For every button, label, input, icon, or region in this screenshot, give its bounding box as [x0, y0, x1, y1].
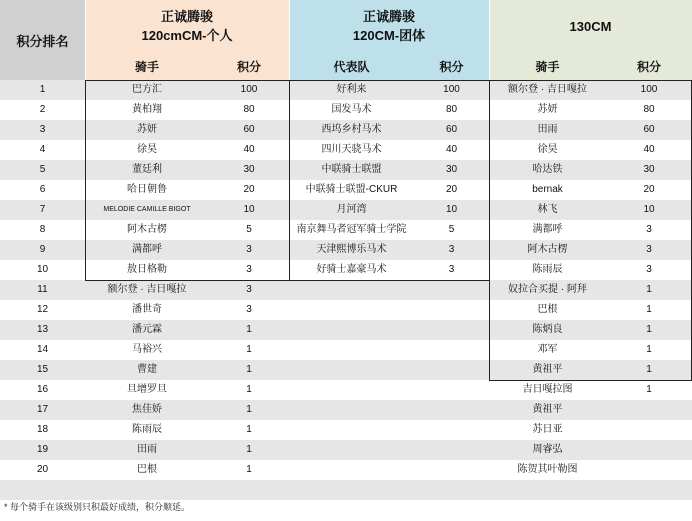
rank-cell: 2: [39, 104, 46, 115]
rank-cell: 9: [39, 244, 46, 255]
g2-points-cell: [414, 400, 489, 420]
group3-header: 130CM: [489, 0, 692, 52]
g2-points-cell: [414, 380, 489, 400]
rank-cell: 14: [36, 344, 49, 355]
group1-name-col-header: 骑手: [85, 52, 209, 80]
g3-points-cell: 40: [643, 144, 655, 155]
table-row: [0, 200, 692, 220]
g3-rider-cell: 林飞: [537, 204, 558, 215]
g1-rider-cell: 陈雨辰: [132, 424, 162, 435]
rank-cell: 3: [39, 124, 46, 135]
rank-cell: 6: [39, 184, 46, 195]
g3-points-cell: 1: [646, 364, 652, 375]
g3-points-cell: 80: [643, 104, 655, 115]
table-row: [0, 240, 692, 260]
header-divider: [289, 0, 290, 80]
g3-rider-cell: 徐昊: [537, 144, 558, 155]
g1-points-cell: 1: [246, 384, 252, 395]
g1-points-cell: 1: [246, 444, 252, 455]
g2-team-cell: 好骑士嘉豪马术: [316, 264, 387, 275]
g2-team-cell: [289, 440, 414, 460]
group2-header: [289, 0, 489, 52]
table-row: [0, 420, 692, 440]
g3-points-cell: 3: [646, 264, 652, 275]
g1-rider-cell: 曹建: [137, 364, 157, 375]
g2-points-cell: 60: [445, 124, 458, 135]
group3-name-col-header: 骑手: [489, 52, 606, 80]
g1-points-cell: 1: [246, 464, 252, 475]
g2-team-cell: [289, 300, 414, 320]
g2-points-cell: [414, 420, 489, 440]
g2-team-cell: 天津熙博乐马术: [316, 244, 387, 255]
g3-rider-cell: 陈贺其叶勒图: [517, 464, 578, 475]
g3-rider-cell: 陈炳良: [532, 324, 563, 335]
g2-points-cell: 10: [445, 204, 458, 215]
g1-rider-cell: 苏妍: [137, 124, 157, 135]
table-row: [0, 380, 692, 400]
g2-points-cell: 20: [445, 184, 458, 195]
footnote: * 每个骑手在该级别只积最好成绩，积分顺延。: [4, 502, 191, 512]
table-row: [0, 360, 692, 380]
g2-team-cell: 南京舞马者冠军骑士学院: [296, 224, 407, 235]
g1-rider-cell: 哈日朝鲁: [127, 184, 167, 195]
g3-points-cell: 1: [646, 344, 652, 355]
blank-row: [0, 480, 692, 500]
rank-cell: 1: [39, 84, 46, 95]
rank-cell: 12: [36, 304, 49, 315]
g3-points-cell: 10: [643, 204, 655, 215]
table-row: [0, 300, 692, 320]
g2-team-cell: [289, 460, 414, 480]
g1-rider-cell: 徐昊: [137, 144, 157, 155]
g2-points-cell: [414, 340, 489, 360]
g1-points-cell: 5: [246, 224, 252, 235]
g2-points-cell: [414, 460, 489, 480]
g2-points-cell: 30: [445, 164, 458, 175]
g3-rider-cell: 苏妍: [537, 104, 558, 115]
g1-rider-cell: 田雨: [137, 444, 157, 455]
g1-points-cell: 1: [246, 344, 252, 355]
g1-points-cell: 3: [246, 304, 252, 315]
g2-points-cell: [414, 320, 489, 340]
table-row: [0, 100, 692, 120]
g1-points-cell: 3: [246, 244, 252, 255]
rank-cell: 7: [39, 204, 46, 215]
group1-points-col-header: 积分: [209, 52, 289, 80]
table-row: [0, 400, 692, 420]
g1-rider-cell: 焦佳娇: [132, 404, 162, 415]
group2-header-line1: 正诚腾骏: [362, 9, 415, 24]
g1-rider-cell: 巴根: [137, 464, 157, 475]
g3-points-cell: [606, 400, 692, 420]
rank-cell: 8: [39, 224, 46, 235]
g1-points-cell: 3: [246, 284, 252, 295]
g1-rider-cell: 额尔登 · 吉日嘎拉: [107, 284, 187, 295]
table-row: [0, 180, 692, 200]
g3-points-cell: 3: [646, 224, 652, 235]
g1-points-cell: 80: [243, 104, 255, 115]
g2-team-cell: 中联骑士联盟: [321, 164, 382, 175]
g2-team-cell: [289, 340, 414, 360]
rank-cell: 15: [36, 364, 49, 375]
g1-rider-cell: 阿木古楞: [127, 224, 167, 235]
g1-rider-cell: MELODIE CAMILLE BIGOT: [103, 206, 191, 213]
g2-team-cell: [289, 360, 414, 380]
g3-points-cell: [606, 420, 692, 440]
g3-rider-cell: 田雨: [537, 124, 558, 135]
g3-rider-cell: 苏日亚: [532, 424, 563, 435]
rank-cell: 13: [36, 324, 49, 335]
g1-rider-cell: 巴方汇: [132, 84, 162, 95]
g2-team-cell: [289, 280, 414, 300]
g2-points-cell: 3: [448, 244, 455, 255]
g2-team-cell: 月河湾: [336, 204, 367, 215]
rank-cell: 5: [39, 164, 46, 175]
g1-rider-cell: 黄柏翔: [132, 104, 162, 115]
g1-points-cell: 3: [246, 264, 252, 275]
g2-team-cell: 中联骑士联盟-CKUR: [305, 184, 398, 195]
rank-cell: 10: [36, 264, 49, 275]
group1-header-line2: 120cmCM-个人: [141, 28, 233, 43]
g2-points-cell: [414, 300, 489, 320]
table-row: [0, 320, 692, 340]
g2-points-cell: 80: [445, 104, 458, 115]
g1-rider-cell: 敖日格勒: [127, 264, 167, 275]
group1-header: [85, 0, 289, 52]
g1-points-cell: 20: [243, 184, 255, 195]
rank-cell: 16: [36, 384, 49, 395]
g2-team-cell: [289, 320, 414, 340]
g2-team-cell: 好利来: [336, 84, 367, 95]
g3-rider-cell: 邓军: [537, 344, 558, 355]
g3-points-cell: 30: [643, 164, 655, 175]
group2-header-line2: 120CM-团体: [352, 28, 426, 43]
rank-cell: 18: [36, 424, 49, 435]
table-row: [0, 260, 692, 280]
header-divider: [489, 0, 490, 80]
g2-points-cell: 3: [448, 264, 455, 275]
g3-points-cell: 1: [646, 284, 652, 295]
g1-points-cell: 100: [240, 84, 258, 95]
g2-points-cell: 5: [448, 224, 455, 235]
g3-rider-cell: 巴根: [537, 304, 558, 315]
g1-points-cell: 1: [246, 424, 252, 435]
g2-points-cell: [414, 360, 489, 380]
table-row: [0, 160, 692, 180]
table-row: [0, 140, 692, 160]
g3-points-cell: 1: [646, 304, 652, 315]
table-row: [0, 220, 692, 240]
g3-points-cell: 100: [640, 84, 658, 95]
g2-team-cell: [289, 420, 414, 440]
g3-rider-cell: 额尔登 · 吉日嘎拉: [508, 84, 587, 95]
rank-cell: 11: [37, 284, 48, 295]
g3-rider-cell: 满都呼: [532, 224, 563, 235]
rank-cell: 17: [36, 404, 49, 415]
g1-points-cell: 40: [243, 144, 255, 155]
g1-points-cell: 1: [246, 324, 252, 335]
g3-rider-cell: 黄祖平: [532, 404, 563, 415]
g2-team-cell: 四川天骁马术: [321, 144, 382, 155]
g3-rider-cell: 吉日嘎拉图: [522, 384, 573, 395]
g1-points-cell: 30: [243, 164, 255, 175]
g1-rider-cell: 董廷利: [132, 164, 162, 175]
g3-rider-cell: 奴拉合买提 · 阿拜: [508, 284, 587, 295]
g1-rider-cell: 旦增罗旦: [127, 384, 167, 395]
table-row: [0, 440, 692, 460]
g3-rider-cell: 黄祖平: [532, 364, 563, 375]
g3-points-cell: [606, 460, 692, 480]
g2-team-cell: [289, 400, 414, 420]
g3-points-cell: 3: [646, 244, 652, 255]
group2-points-col-header: 积分: [414, 52, 489, 80]
table-row: [0, 120, 692, 140]
g3-points-cell: 1: [646, 384, 652, 395]
table-row: [0, 80, 692, 100]
g2-points-cell: 100: [443, 84, 460, 95]
g3-rider-cell: 阿木古楞: [527, 244, 568, 255]
g3-rider-cell: 周睿弘: [532, 444, 563, 455]
g2-team-cell: 国发马术: [331, 104, 372, 115]
rank-cell: 4: [39, 144, 46, 155]
g2-team-cell: [289, 380, 414, 400]
g1-points-cell: 1: [246, 404, 252, 415]
g3-rider-cell: bernak: [532, 184, 563, 195]
table-row: [0, 340, 692, 360]
g3-points-cell: [606, 440, 692, 460]
group3-points-col-header: 积分: [606, 52, 692, 80]
rank-cell: 20: [36, 464, 49, 475]
header-divider: [85, 0, 86, 80]
group2-team-col-header: 代表队: [289, 52, 414, 80]
g2-points-cell: [414, 280, 489, 300]
g3-points-cell: 1: [646, 324, 652, 335]
g3-points-cell: 60: [643, 124, 655, 135]
g1-rider-cell: 潘世奇: [132, 304, 162, 315]
table-row: [0, 460, 692, 480]
rank-cell: 19: [36, 444, 49, 455]
g2-points-cell: 40: [445, 144, 458, 155]
g1-points-cell: 10: [243, 204, 255, 215]
g1-points-cell: 60: [243, 124, 255, 135]
g1-rider-cell: 满都呼: [132, 244, 162, 255]
g3-points-cell: 20: [643, 184, 655, 195]
g1-points-cell: 1: [246, 364, 252, 375]
g2-points-cell: [414, 440, 489, 460]
table-row: [0, 280, 692, 300]
g3-rider-cell: 陈雨辰: [532, 264, 563, 275]
g1-rider-cell: 马裕兴: [132, 344, 162, 355]
rank-header: 积分排名: [0, 0, 85, 80]
group1-header-line1: 正诚腾骏: [160, 9, 213, 24]
g3-rider-cell: 哈达铁: [532, 164, 563, 175]
g1-rider-cell: 潘元霖: [132, 324, 162, 335]
g2-team-cell: 西坞乡村马术: [321, 124, 382, 135]
